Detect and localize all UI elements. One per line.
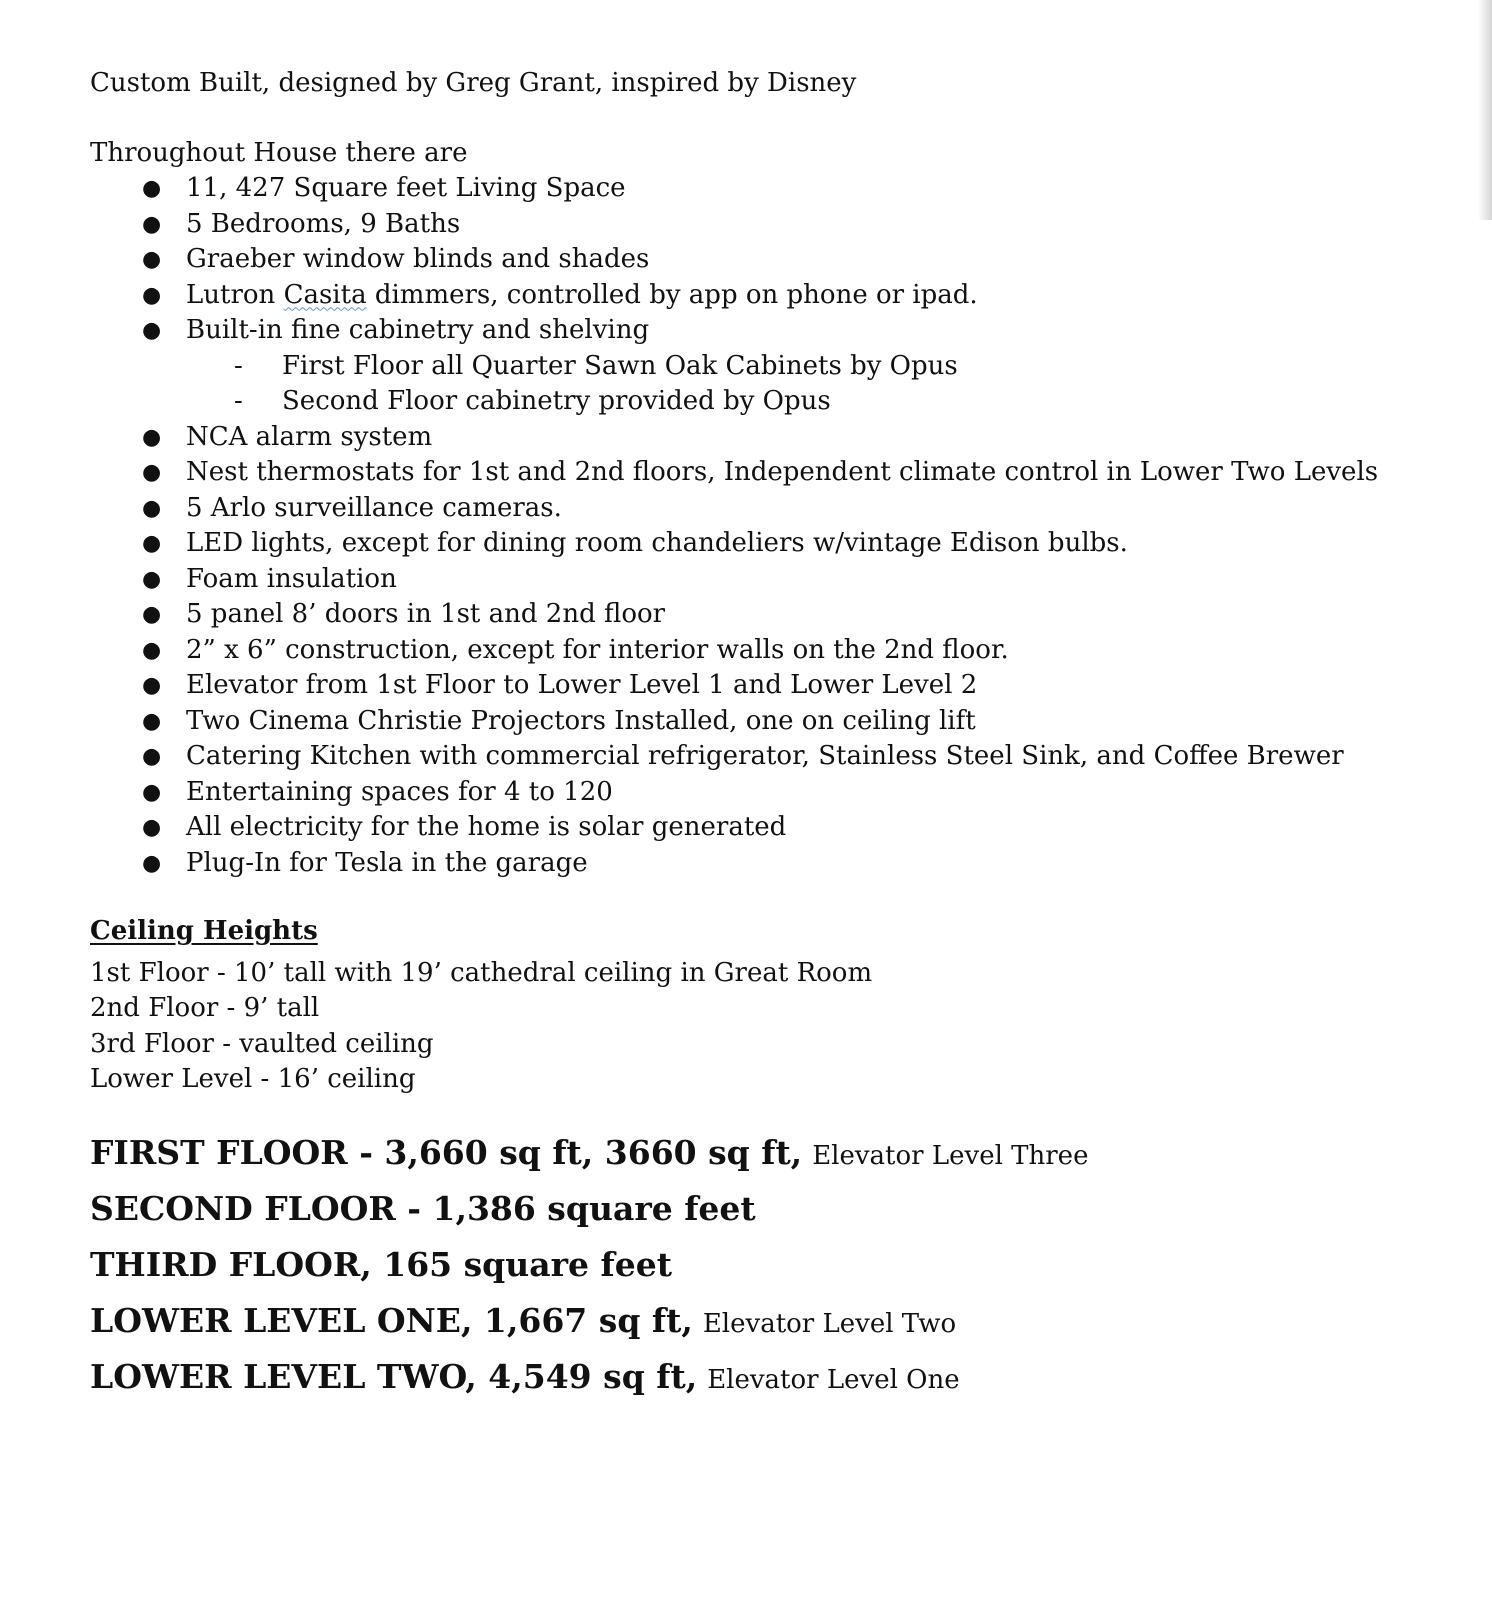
list-item-text: 5 Arlo surveillance cameras. bbox=[186, 492, 562, 523]
floor-lower-two bbox=[90, 1352, 1430, 1408]
bullet-icon: ● bbox=[142, 637, 162, 663]
list-item bbox=[90, 633, 1430, 669]
list-item bbox=[90, 491, 1430, 527]
dash-icon: - bbox=[234, 386, 243, 416]
list-item-text: 2” x 6” construction, except for interior walls on the 2nd floor. bbox=[186, 634, 1009, 665]
bullet-icon: ● bbox=[142, 708, 162, 734]
list-item bbox=[90, 171, 1430, 207]
throughout-heading: Throughout House there are bbox=[90, 137, 468, 168]
list-item-text: 5 panel 8’ doors in 1st and 2nd floor bbox=[186, 599, 666, 629]
floor-third bbox=[90, 1240, 1430, 1296]
bullet-icon: ● bbox=[142, 673, 162, 698]
bullet-icon: ● bbox=[142, 602, 162, 627]
intro-line: Custom Built, designed by Greg Grant, inspired by Disney bbox=[90, 68, 857, 98]
list-item-text: Nest thermostats for 1st and 2nd floors, Independent climate control in Lower Two Levels bbox=[186, 457, 1379, 487]
list-item-text: Foam insulation bbox=[186, 563, 397, 594]
floor-heading: LOWER LEVEL ONE, 1,667 sq ft, bbox=[90, 1300, 693, 1340]
list-item-text: Graeber window blinds and shades bbox=[186, 244, 650, 274]
spellcheck-flagged-word[interactable]: Casita bbox=[283, 279, 367, 310]
floor-first bbox=[90, 1128, 1430, 1184]
list-item-text: Lutron Casita dimmers, controlled by app on phone or ipad. bbox=[186, 279, 978, 310]
ceiling-line: 3rd Floor - vaulted ceiling bbox=[90, 1028, 434, 1059]
sub-list-item-text: Second Floor cabinetry provided by Opus bbox=[282, 386, 831, 416]
list-item bbox=[90, 810, 1430, 846]
bullet-icon: ● bbox=[142, 460, 162, 485]
bullet-icon: ● bbox=[142, 566, 162, 592]
elevator-level-note: Elevator Level Two bbox=[702, 1308, 957, 1339]
bullet-icon: ● bbox=[142, 318, 162, 343]
bullet-icon: ● bbox=[142, 424, 162, 450]
list-item bbox=[90, 668, 1430, 704]
bullet-icon: ● bbox=[142, 850, 162, 876]
sub-list-item bbox=[90, 384, 1430, 420]
list-item bbox=[90, 739, 1430, 775]
document-page bbox=[90, 66, 1430, 1408]
list-item bbox=[90, 313, 1430, 349]
list-item-text: LED lights, except for dining room chandeliers w/vintage Edison bulbs. bbox=[186, 528, 1128, 558]
ceiling-line: 2nd Floor - 9’ tall bbox=[90, 993, 320, 1023]
floor-heading: FIRST FLOOR - 3,660 sq ft, 3660 sq ft, bbox=[90, 1132, 803, 1172]
list-item bbox=[90, 420, 1430, 456]
list-item-text: Elevator from 1st Floor to Lower Level 1 and Lower Level 2 bbox=[186, 670, 978, 700]
list-item bbox=[90, 207, 1430, 243]
bullet-icon: ● bbox=[142, 282, 162, 308]
bullet-icon: ● bbox=[142, 744, 162, 769]
floor-second bbox=[90, 1184, 1430, 1240]
elevator-level-note: Elevator Level One bbox=[707, 1364, 960, 1395]
scroll-edge-shadow bbox=[1478, 0, 1492, 220]
list-item bbox=[90, 278, 1430, 314]
list-item-text: NCA alarm system bbox=[186, 421, 433, 452]
bullet-icon: ● bbox=[142, 176, 162, 201]
list-item bbox=[90, 846, 1430, 882]
ceiling-line: Lower Level - 16’ ceiling bbox=[90, 1064, 416, 1094]
sub-list-item-text: First Floor all Quarter Sawn Oak Cabinets by Opus bbox=[282, 350, 958, 381]
bullet-icon: ● bbox=[142, 211, 162, 237]
list-item bbox=[90, 562, 1430, 598]
dash-icon: - bbox=[234, 350, 243, 381]
list-item-text: Catering Kitchen with commercial refrigerator, Stainless Steel Sink, and Coffee Brewer bbox=[186, 741, 1344, 771]
list-item-text: 11, 427 Square feet Living Space bbox=[186, 173, 626, 203]
bullet-icon: ● bbox=[142, 247, 162, 272]
list-item-text: 5 Bedrooms, 9 Baths bbox=[186, 208, 461, 239]
ceiling-line: 1st Floor - 10’ tall with 19’ cathedral ceiling in Great Room bbox=[90, 957, 873, 988]
list-item-text: Plug-In for Tesla in the garage bbox=[186, 847, 588, 878]
bullet-icon: ● bbox=[142, 815, 162, 840]
sub-list-item bbox=[90, 349, 1430, 385]
list-item-text: All electricity for the home is solar generated bbox=[186, 812, 787, 842]
list-item-text: Two Cinema Christie Projectors Installed, one on ceiling lift bbox=[186, 705, 976, 736]
list-item-text: Entertaining spaces for 4 to 120 bbox=[186, 776, 613, 807]
floor-heading: LOWER LEVEL TWO, 4,549 sq ft, bbox=[90, 1356, 698, 1396]
floor-heading: THIRD FLOOR, 165 square feet bbox=[90, 1244, 672, 1284]
bullet-icon: ● bbox=[142, 495, 162, 521]
list-item bbox=[90, 597, 1430, 633]
floor-heading: SECOND FLOOR - 1,386 square feet bbox=[90, 1188, 756, 1228]
list-item bbox=[90, 526, 1430, 562]
list-item-text: Built-in fine cabinetry and shelving bbox=[186, 315, 650, 345]
bullet-icon: ● bbox=[142, 779, 162, 805]
ceiling-heights-heading: Ceiling Heights bbox=[90, 916, 318, 946]
list-item bbox=[90, 775, 1430, 811]
elevator-level-note: Elevator Level Three bbox=[812, 1140, 1089, 1171]
features-list bbox=[90, 171, 1430, 881]
list-item bbox=[90, 704, 1430, 740]
list-item bbox=[90, 455, 1430, 491]
bullet-icon: ● bbox=[142, 531, 162, 556]
floor-lower-one bbox=[90, 1296, 1430, 1352]
list-item bbox=[90, 242, 1430, 278]
